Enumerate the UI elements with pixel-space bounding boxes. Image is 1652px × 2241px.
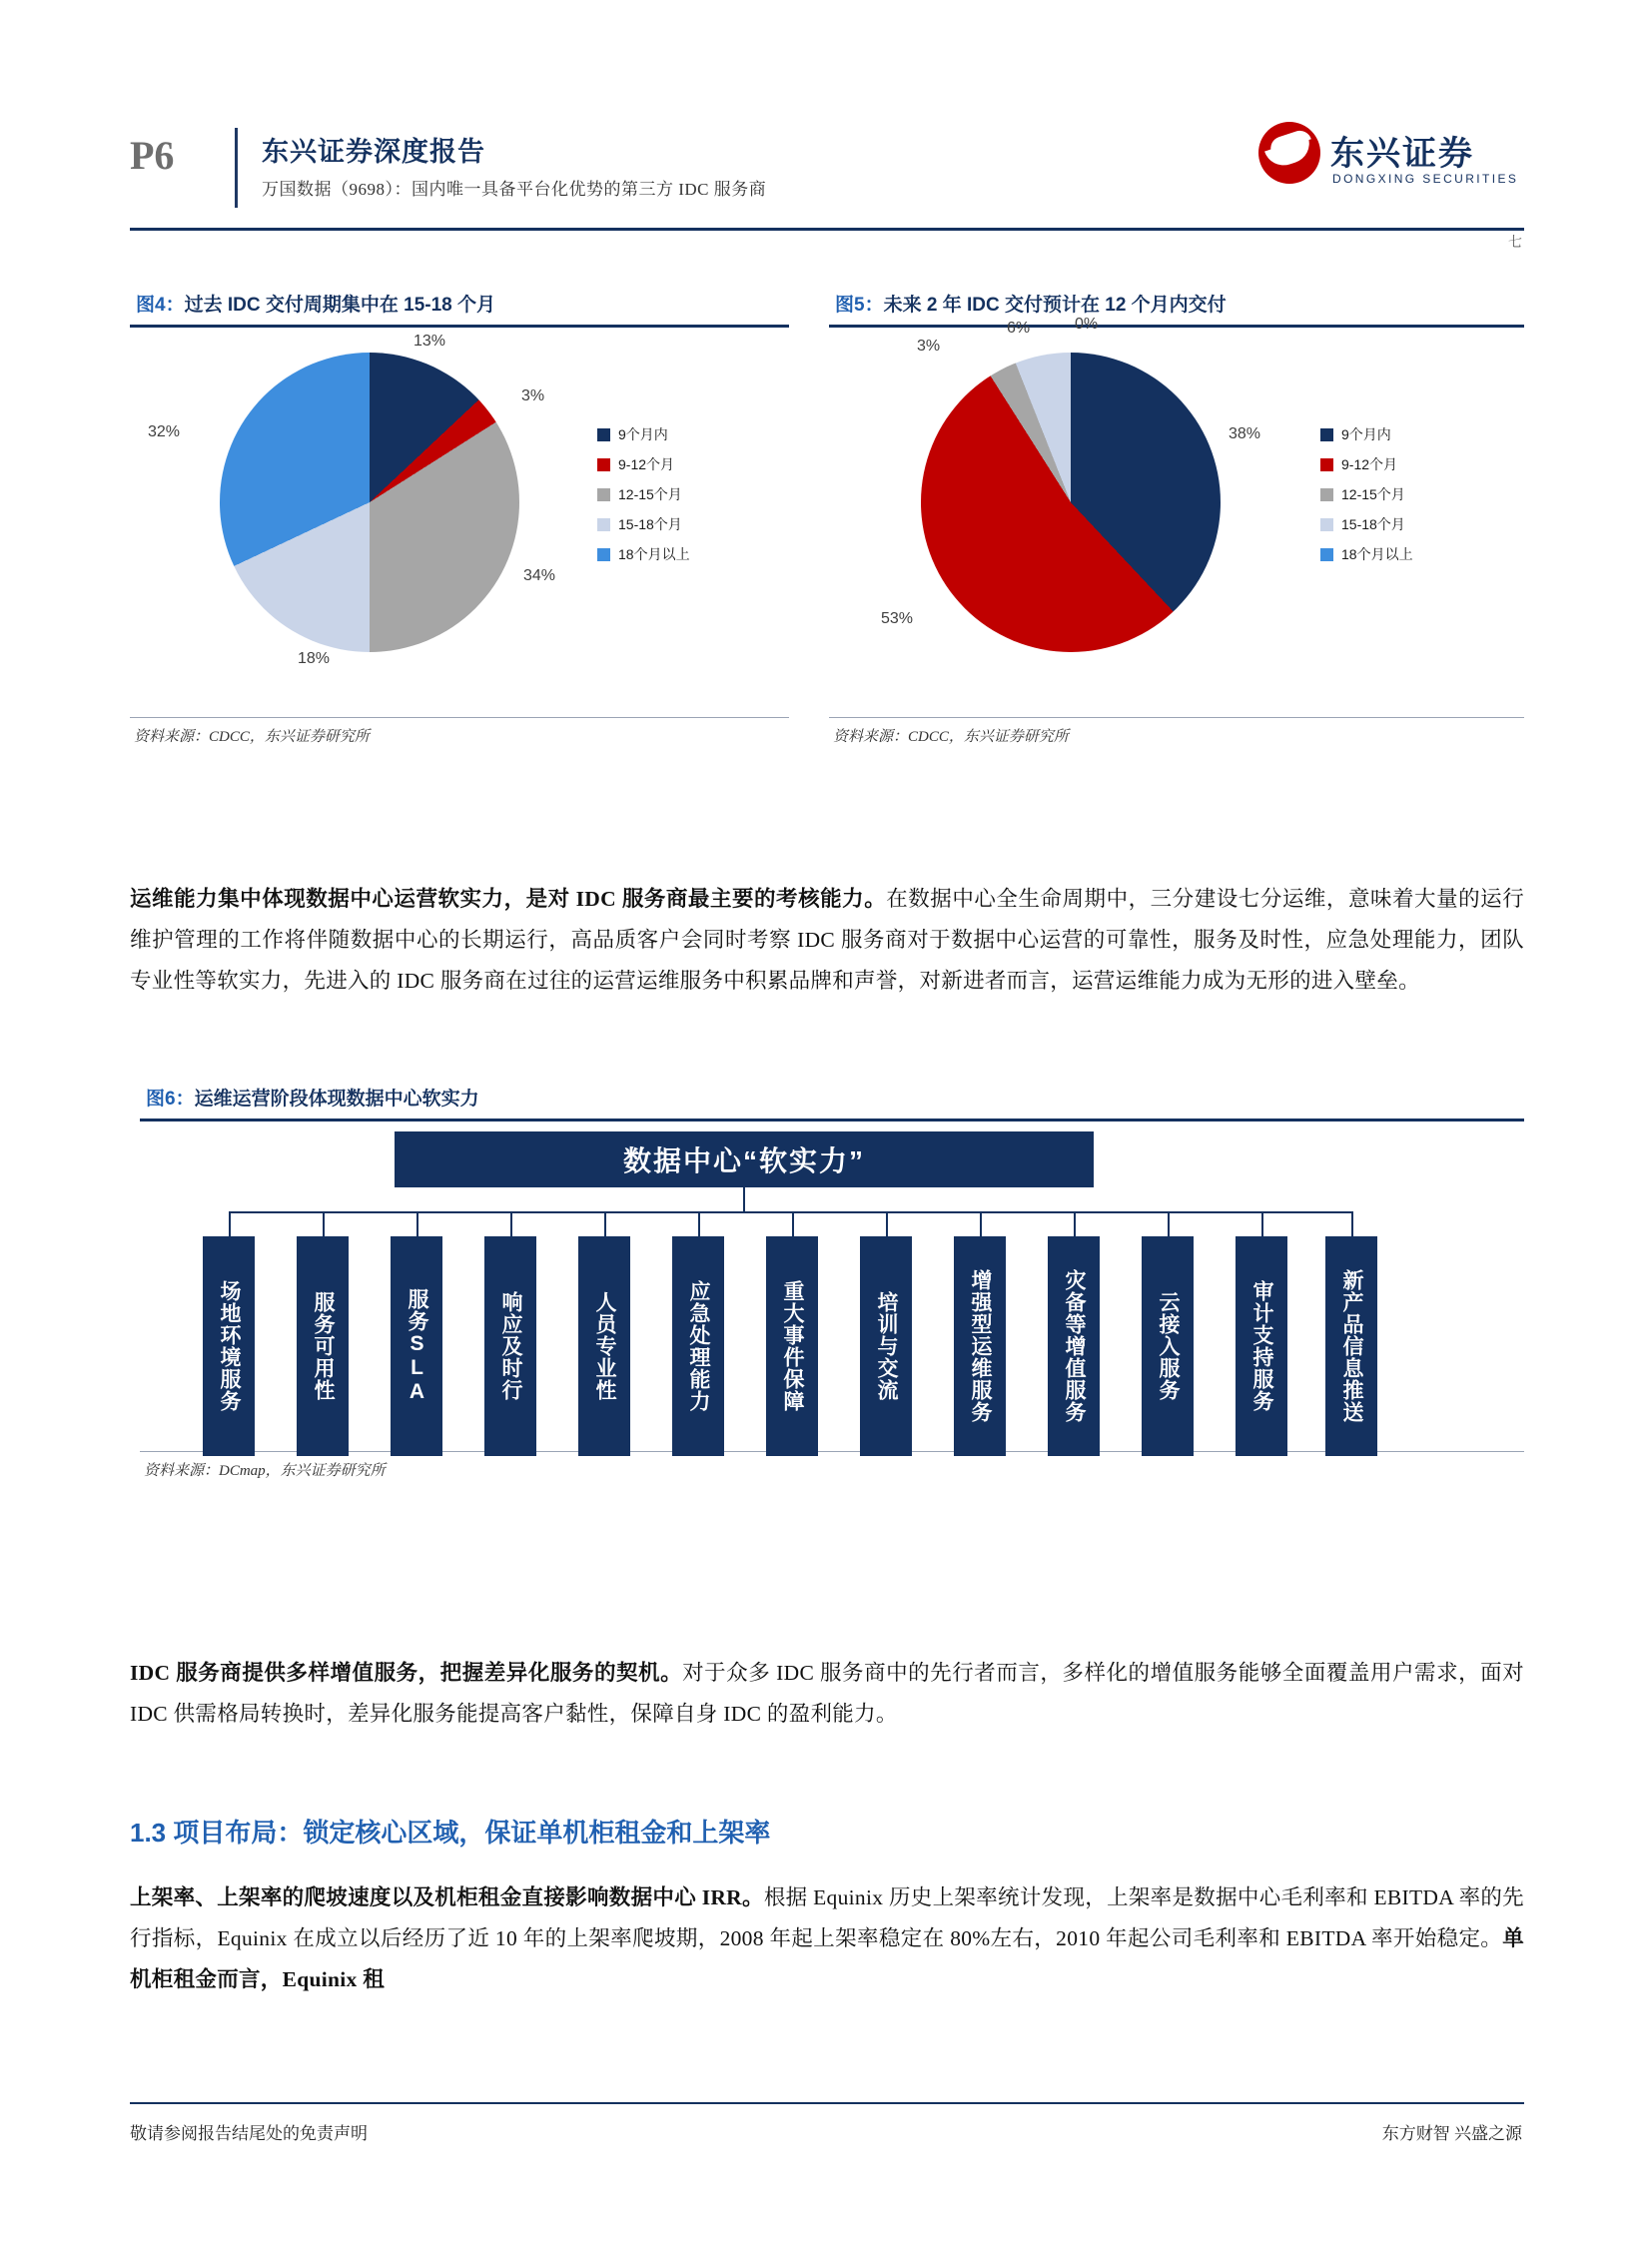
legend-label: 12-15个月 [618, 486, 682, 502]
pie-2-label-0: 38% [1229, 425, 1261, 442]
diagram-box: 重大事件保障 [766, 1236, 818, 1456]
paragraph-value-added-body: 对于众多 IDC 服务商中的先行者而言，多样化的增值服务能够全面覆盖用户需求，面对 IDC 供需格局转换时，差异化服务能提高客户黏性，保障自身 IDC 的盈利能力。 [130, 1661, 1524, 1726]
diagram-box: 服务可用性 [297, 1236, 349, 1456]
legend-item [597, 419, 690, 449]
paragraph-value-added [130, 1653, 1524, 1735]
pie-2-label-4: 0% [1075, 316, 1099, 333]
legend-label: 18个月以上 [618, 546, 690, 562]
legend-label: 9个月内 [1341, 426, 1391, 442]
legend-item [1320, 419, 1413, 449]
pie-1-label-3: 18% [298, 650, 331, 667]
diagram-box: 场地环境服务 [203, 1236, 255, 1456]
legend-item [1320, 449, 1413, 479]
legend-swatch-icon [597, 458, 610, 471]
figure-5 [829, 290, 1524, 746]
legend-item [597, 449, 690, 479]
figure-4-chart [130, 328, 789, 717]
paragraph-operations-lead: 运维能力集中体现数据中心运营软实力，是对 IDC 服务商最主要的考核能力。 [130, 887, 887, 911]
page-header [130, 120, 1528, 220]
paragraph-value-added-lead: IDC 服务商提供多样增值服务，把握差异化服务的契机。 [130, 1661, 683, 1685]
figure-4-title-text: 过去 IDC 交付周期集中在 15-18 个月 [184, 295, 496, 316]
paragraph-operations-body: 在数据中心全生命周期中，三分建设七分运维，意味着大量的运行维护管理的工作将伴随数据中心的长期运行，高品质客户会同时考察 IDC 服务商对于数据中心运营的可靠性，服务及时性，应急处理能力，团队专业性等软实力，先进入的 IDC 服务商在过往的运营运维服务中积累品牌和声誉，对新进者而言，运营运维能力成为无形的进入壁垒。 [130, 887, 1524, 993]
diagram-connector-drop [698, 1211, 700, 1236]
pie-2-label-3: 6% [1007, 320, 1031, 337]
diagram-box: 响应及时行 [484, 1236, 536, 1456]
diagram-box: 灾备等增值服务 [1048, 1236, 1100, 1456]
diagram-box: 审计支持服务 [1236, 1236, 1287, 1456]
footer-disclaimer: 敬请参阅报告结尾处的免责声明 [130, 2124, 368, 2143]
diagram-box: 云接入服务 [1142, 1236, 1194, 1456]
header-corner-mark: 七 [1508, 236, 1522, 251]
legend-label: 18个月以上 [1341, 546, 1413, 562]
page-number: P6 [130, 133, 175, 178]
logo-company-name-en: DONGXING SECURITIES [1332, 172, 1519, 186]
diagram-connector-drop [1261, 1211, 1263, 1236]
legend-swatch-icon [1320, 518, 1333, 531]
report-subtitle: 万国数据（9698）：国内唯一具备平台化优势的第三方 IDC 服务商 [262, 180, 767, 199]
legend-item [597, 509, 690, 539]
figure-4-tag: 图4： [136, 295, 185, 316]
figure-6-tag: 图6： [146, 1089, 195, 1110]
diagram-box: 服务SLA [391, 1236, 442, 1456]
section-heading-1-3: 1.3 项目布局：锁定核心区域，保证单机柜租金和上架率 [130, 1818, 771, 1848]
paragraph-utilization-lead: 上架率、上架率的爬坡速度以及机柜租金直接影响数据中心 IRR。 [130, 1885, 764, 1909]
legend-label: 9个月内 [618, 426, 668, 442]
report-title: 东兴证券深度报告 [262, 137, 485, 167]
pie-1-label-1: 3% [521, 387, 545, 404]
company-logo [1258, 120, 1528, 210]
pie-chart-2 [921, 353, 1221, 652]
diagram-connector-stem [743, 1187, 745, 1211]
diagram-box: 人员专业性 [578, 1236, 630, 1456]
paragraph-utilization-tail: 单机柜租金而言，Equinix 租 [130, 1926, 1524, 1991]
legend-item [1320, 509, 1413, 539]
pie-2-label-2: 3% [917, 338, 941, 355]
figure-5-source: 资料来源：CDCC，东兴证券研究所 [833, 729, 1069, 745]
diagram-box: 应急处理能力 [672, 1236, 724, 1456]
diagram-connector-drop [229, 1211, 231, 1236]
figure-5-tag: 图5： [835, 295, 884, 316]
diagram-connector-drop [1168, 1211, 1170, 1236]
pie-1-label-4: 32% [148, 423, 181, 440]
figure-6-diagram [140, 1121, 1524, 1451]
diagram-connector-drop [323, 1211, 325, 1236]
legend-swatch-icon [597, 428, 610, 441]
footer-slogan: 东方财智 兴盛之源 [1381, 2124, 1522, 2143]
pie-1-label-0: 13% [413, 333, 446, 350]
legend-item [597, 479, 690, 509]
legend-label: 9-12个月 [1341, 456, 1398, 472]
header-rule [130, 228, 1524, 231]
pie-1-label-2: 34% [523, 567, 556, 584]
diagram-connector-bus [229, 1211, 1351, 1213]
diagram-connector-drop [1351, 1211, 1353, 1236]
legend-swatch-icon [1320, 458, 1333, 471]
figure-5-legend [1320, 419, 1413, 569]
legend-item [597, 539, 690, 569]
legend-swatch-icon [1320, 548, 1333, 561]
diagram-connector-drop [792, 1211, 794, 1236]
figure-4-title [130, 290, 789, 325]
logo-company-name-cn: 东兴证券 [1330, 135, 1474, 173]
figure-5-title-text: 未来 2 年 IDC 交付预计在 12 个月内交付 [883, 295, 1227, 316]
diagram-connector-drop [980, 1211, 982, 1236]
figure-5-title [829, 290, 1524, 325]
figure-4-source: 资料来源：CDCC，东兴证券研究所 [134, 729, 370, 745]
header-divider [235, 128, 238, 208]
legend-swatch-icon [597, 488, 610, 501]
figure-6 [140, 1084, 1524, 1480]
paragraph-utilization [130, 1877, 1524, 2000]
legend-swatch-icon [597, 518, 610, 531]
paragraph-operations [130, 879, 1524, 1002]
pie-2-label-1: 53% [881, 610, 914, 627]
diagram-connector-drop [604, 1211, 606, 1236]
pie-chart-1 [220, 353, 519, 652]
legend-swatch-icon [1320, 428, 1333, 441]
diagram-connector-drop [1074, 1211, 1076, 1236]
legend-item [1320, 479, 1413, 509]
diagram-box: 增强型运维服务 [954, 1236, 1006, 1456]
footer-rule [130, 2102, 1524, 2104]
legend-label: 15-18个月 [1341, 516, 1405, 532]
logo-mark-icon [1258, 122, 1320, 184]
diagram-connector-drop [510, 1211, 512, 1236]
figure-6-title-text: 运维运营阶段体现数据中心软实力 [194, 1089, 479, 1110]
figure-6-source: 资料来源：DCmap，东兴证券研究所 [144, 1463, 386, 1479]
figure-4-legend [597, 419, 690, 569]
diagram-connector-drop [416, 1211, 418, 1236]
legend-label: 12-15个月 [1341, 486, 1405, 502]
figure-4 [130, 290, 789, 746]
paragraph-utilization-body: 根据 Equinix 历史上架率统计发现，上架率是数据中心毛利率和 EBITDA 率的先行指标，Equinix 在成立以后经历了近 10 年的上架率爬坡期，2008 年起上架率稳定在 80%左右，2010 年起公司毛利率和 EBITDA 率开始稳定。 [130, 1885, 1524, 1950]
legend-label: 15-18个月 [618, 516, 682, 532]
figure-6-title [140, 1084, 1524, 1119]
legend-swatch-icon [1320, 488, 1333, 501]
diagram-connector-drop [886, 1211, 888, 1236]
diagram-root-box: 数据中心“软实力” [395, 1131, 1094, 1187]
diagram-box: 新产品信息推送 [1325, 1236, 1377, 1456]
legend-swatch-icon [597, 548, 610, 561]
legend-item [1320, 539, 1413, 569]
legend-label: 9-12个月 [618, 456, 675, 472]
figure-5-chart [829, 316, 1524, 717]
diagram-box: 培训与交流 [860, 1236, 912, 1456]
